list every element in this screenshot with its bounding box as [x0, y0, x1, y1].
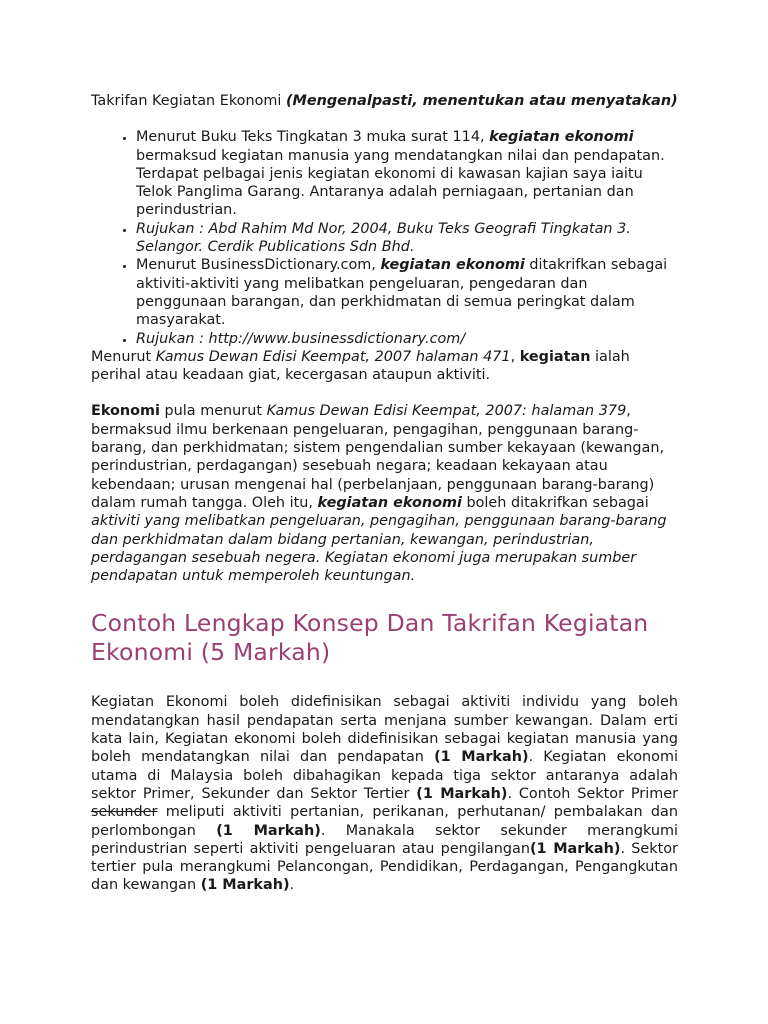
text-run: , bermaksud ilmu berkenaan pengeluaran, pengagihan, penggunaan barang-barang, dan perkhidmatan; sistem pengendalian sumber kekayaan (kewangan, perindustrian, perdagangan) sesebuah negara; keadaan kekayaan atau kebendaan; urusan mengenai hal (perbelanjaan, penggunaan barang-barang) dalam rumah tangga. Oleh itu,	[91, 403, 665, 511]
title-main: Takrifan Kegiatan Ekonomi	[91, 93, 286, 109]
mark-label: (1 Markah)	[529, 840, 621, 857]
mark-label: (1 Markah)	[216, 822, 321, 839]
reference-citation: Rujukan : Abd Rahim Md Nor, 2004, Buku Teks Geografi Tingkatan 3. Selangor. Cerdik Publications Sdn Bhd.	[136, 220, 631, 256]
citation-text: Kamus Dewan Edisi Keempat, 2007 halaman 471	[155, 348, 511, 365]
list-item	[136, 330, 678, 348]
spacer	[91, 384, 678, 402]
text-run: meliputi aktiviti pertanian, perikanan, perhutanan/ pembalakan dan perlombongan	[91, 804, 678, 839]
paragraph-kegiatan	[91, 348, 678, 385]
list-item-text: Menurut Buku Teks Tingkatan 3 muka surat 114,	[136, 129, 490, 146]
mark-label: (1 Markah)	[416, 785, 508, 802]
text-run: Kegiatan Ekonomi boleh didefinisikan sebagai aktiviti individu yang boleh mendatangkan hasil pendapatan serta menjana sumber kewangan. Dalam erti kata lain, Kegiatan ekonomi boleh didefinisikan sebagai kegiatan manusia yang boleh mendatangkan nilai dan pendapatan	[91, 694, 678, 766]
bold-term: Ekonomi	[91, 403, 160, 420]
text-run: pula menurut	[159, 403, 267, 420]
italic-definition: aktiviti yang melibatkan pengeluaran, pengagihan, penggunaan barang-barang dan perkhidmatan dalam bidang pertanian, kewangan, perindustrian, perdagangan sesebuah negera. Kegiatan ekonomi juga merupakan sumber pendapatan untuk memperoleh keuntungan.	[91, 513, 667, 585]
section-title	[91, 92, 678, 110]
paragraph-contoh	[91, 693, 678, 894]
list-item	[136, 128, 678, 219]
citation-text: Kamus Dewan Edisi Keempat, 2007: halaman 379	[266, 403, 627, 420]
reference-list	[91, 128, 678, 348]
text-run: boleh ditakrifkan sebagai	[461, 494, 649, 511]
section-heading: Contoh Lengkap Konsep Dan Takrifan Kegiatan Ekonomi (5 Markah)	[91, 609, 649, 667]
mark-label: (1 Markah)	[200, 877, 290, 894]
document-body	[91, 92, 678, 895]
reference-citation: Rujukan : http://www.businessdictionary.com/	[136, 330, 466, 347]
text-run: . Contoh Sektor Primer	[507, 785, 678, 802]
list-item	[136, 220, 678, 257]
emphasis-term: kegiatan ekonomi	[380, 257, 525, 274]
paragraph-ekonomi	[91, 402, 678, 585]
bold-term: kegiatan	[519, 348, 591, 365]
title-italic: (Mengenalpasti, menentukan atau menyatakan)	[285, 93, 678, 109]
text-run: .	[289, 877, 295, 894]
emphasis-term: kegiatan ekonomi	[317, 494, 462, 511]
text-run: . Kegiatan ekonomi utama di Malaysia boleh dibahagikan kepada tiga sektor antaranya adalah sektor Primer, Sekunder dan Sektor Tertier	[91, 749, 678, 802]
struck-word: sekunder	[91, 804, 158, 821]
text-run: Menurut	[91, 348, 156, 365]
list-item	[136, 256, 678, 329]
mark-label: (1 Markah)	[434, 749, 529, 766]
list-item-text: ditakrifkan sebagai aktiviti-aktiviti yang melibatkan pengeluaran, pengedaran dan penggunaan barangan, dan perkhidmatan di semua peringkat dalam masyarakat.	[136, 257, 668, 329]
text-run: . Manakala sektor sekunder merangkumi perindustrian seperti aktiviti pengeluaran atau pengilangan	[91, 822, 678, 857]
list-item-text: bermaksud kegiatan manusia yang mendatangkan nilai dan pendapatan. Terdapat pelbagai jenis kegiatan ekonomi di kawasan kajian saya iaitu Telok Panglima Garang. Antaranya adalah perniagaan, pertanian dan perindustrian.	[136, 147, 665, 219]
emphasis-term: kegiatan ekonomi	[489, 129, 634, 146]
text-run: ialah perihal atau keadaan giat, kecergasan ataupun aktiviti.	[91, 348, 630, 384]
text-run: ,	[510, 348, 520, 365]
list-item-text: Menurut BusinessDictionary.com,	[136, 257, 381, 274]
text-run: . Sektor tertier pula merangkumi Pelancongan, Pendidikan, Perdagangan, Pengangkutan dan kewangan	[91, 840, 678, 894]
